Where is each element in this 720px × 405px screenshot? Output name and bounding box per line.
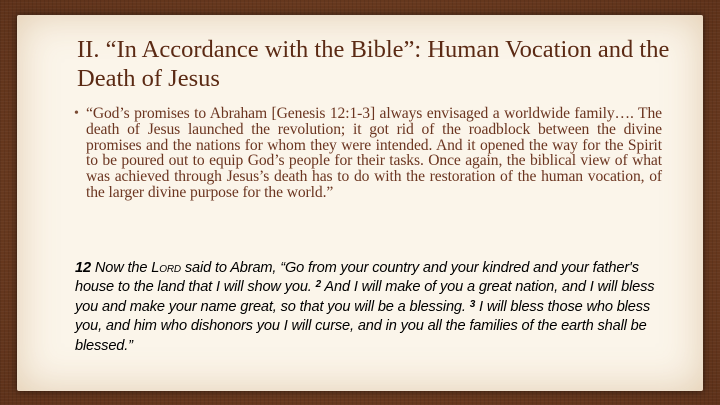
verse-1-part-a: Now the xyxy=(90,260,152,276)
lord-small-caps: Lord xyxy=(151,260,181,276)
verse-number-3: 3 xyxy=(469,298,476,310)
bullet-dot-icon: • xyxy=(74,106,79,121)
verse-number-12: 12 xyxy=(75,260,91,276)
verse-number-2: 2 xyxy=(315,279,322,291)
quote-text: “God’s promises to Abraham [Genesis 12:1-3] always envisaged a worldwide family…. The death of Jesus launched the revolution; it got rid of the roadblock between the divine promises and the nations for whom they were intended. And it opened the way for the Spirit to be poured out to equip God’s people for their tasks. Once again, the biblical view of what was achieved through Jesus’s death has to do with the restoration of the human vocation, of the larger divine purpose for the world.” xyxy=(86,105,662,201)
slide xyxy=(17,15,703,391)
verse-3-text: I will bless those who bless you, and him who dishonors you I will curse, and in you all the families of the earth shall be blessed.” xyxy=(75,298,651,354)
verse-2-text: And I will make of you a great nation, and I will bless you and make your name great, so that you will be a blessing. xyxy=(75,279,655,315)
scripture-passage xyxy=(75,259,675,356)
verse-1-part-b: said to Abram, “Go from your country and your kindred and your father's house to the land that I will show you. xyxy=(75,260,639,296)
slide-title: II. “In Accordance with the Bible”: Human Vocation and the Death of Jesus xyxy=(77,36,670,92)
quote-bullet xyxy=(74,106,662,201)
